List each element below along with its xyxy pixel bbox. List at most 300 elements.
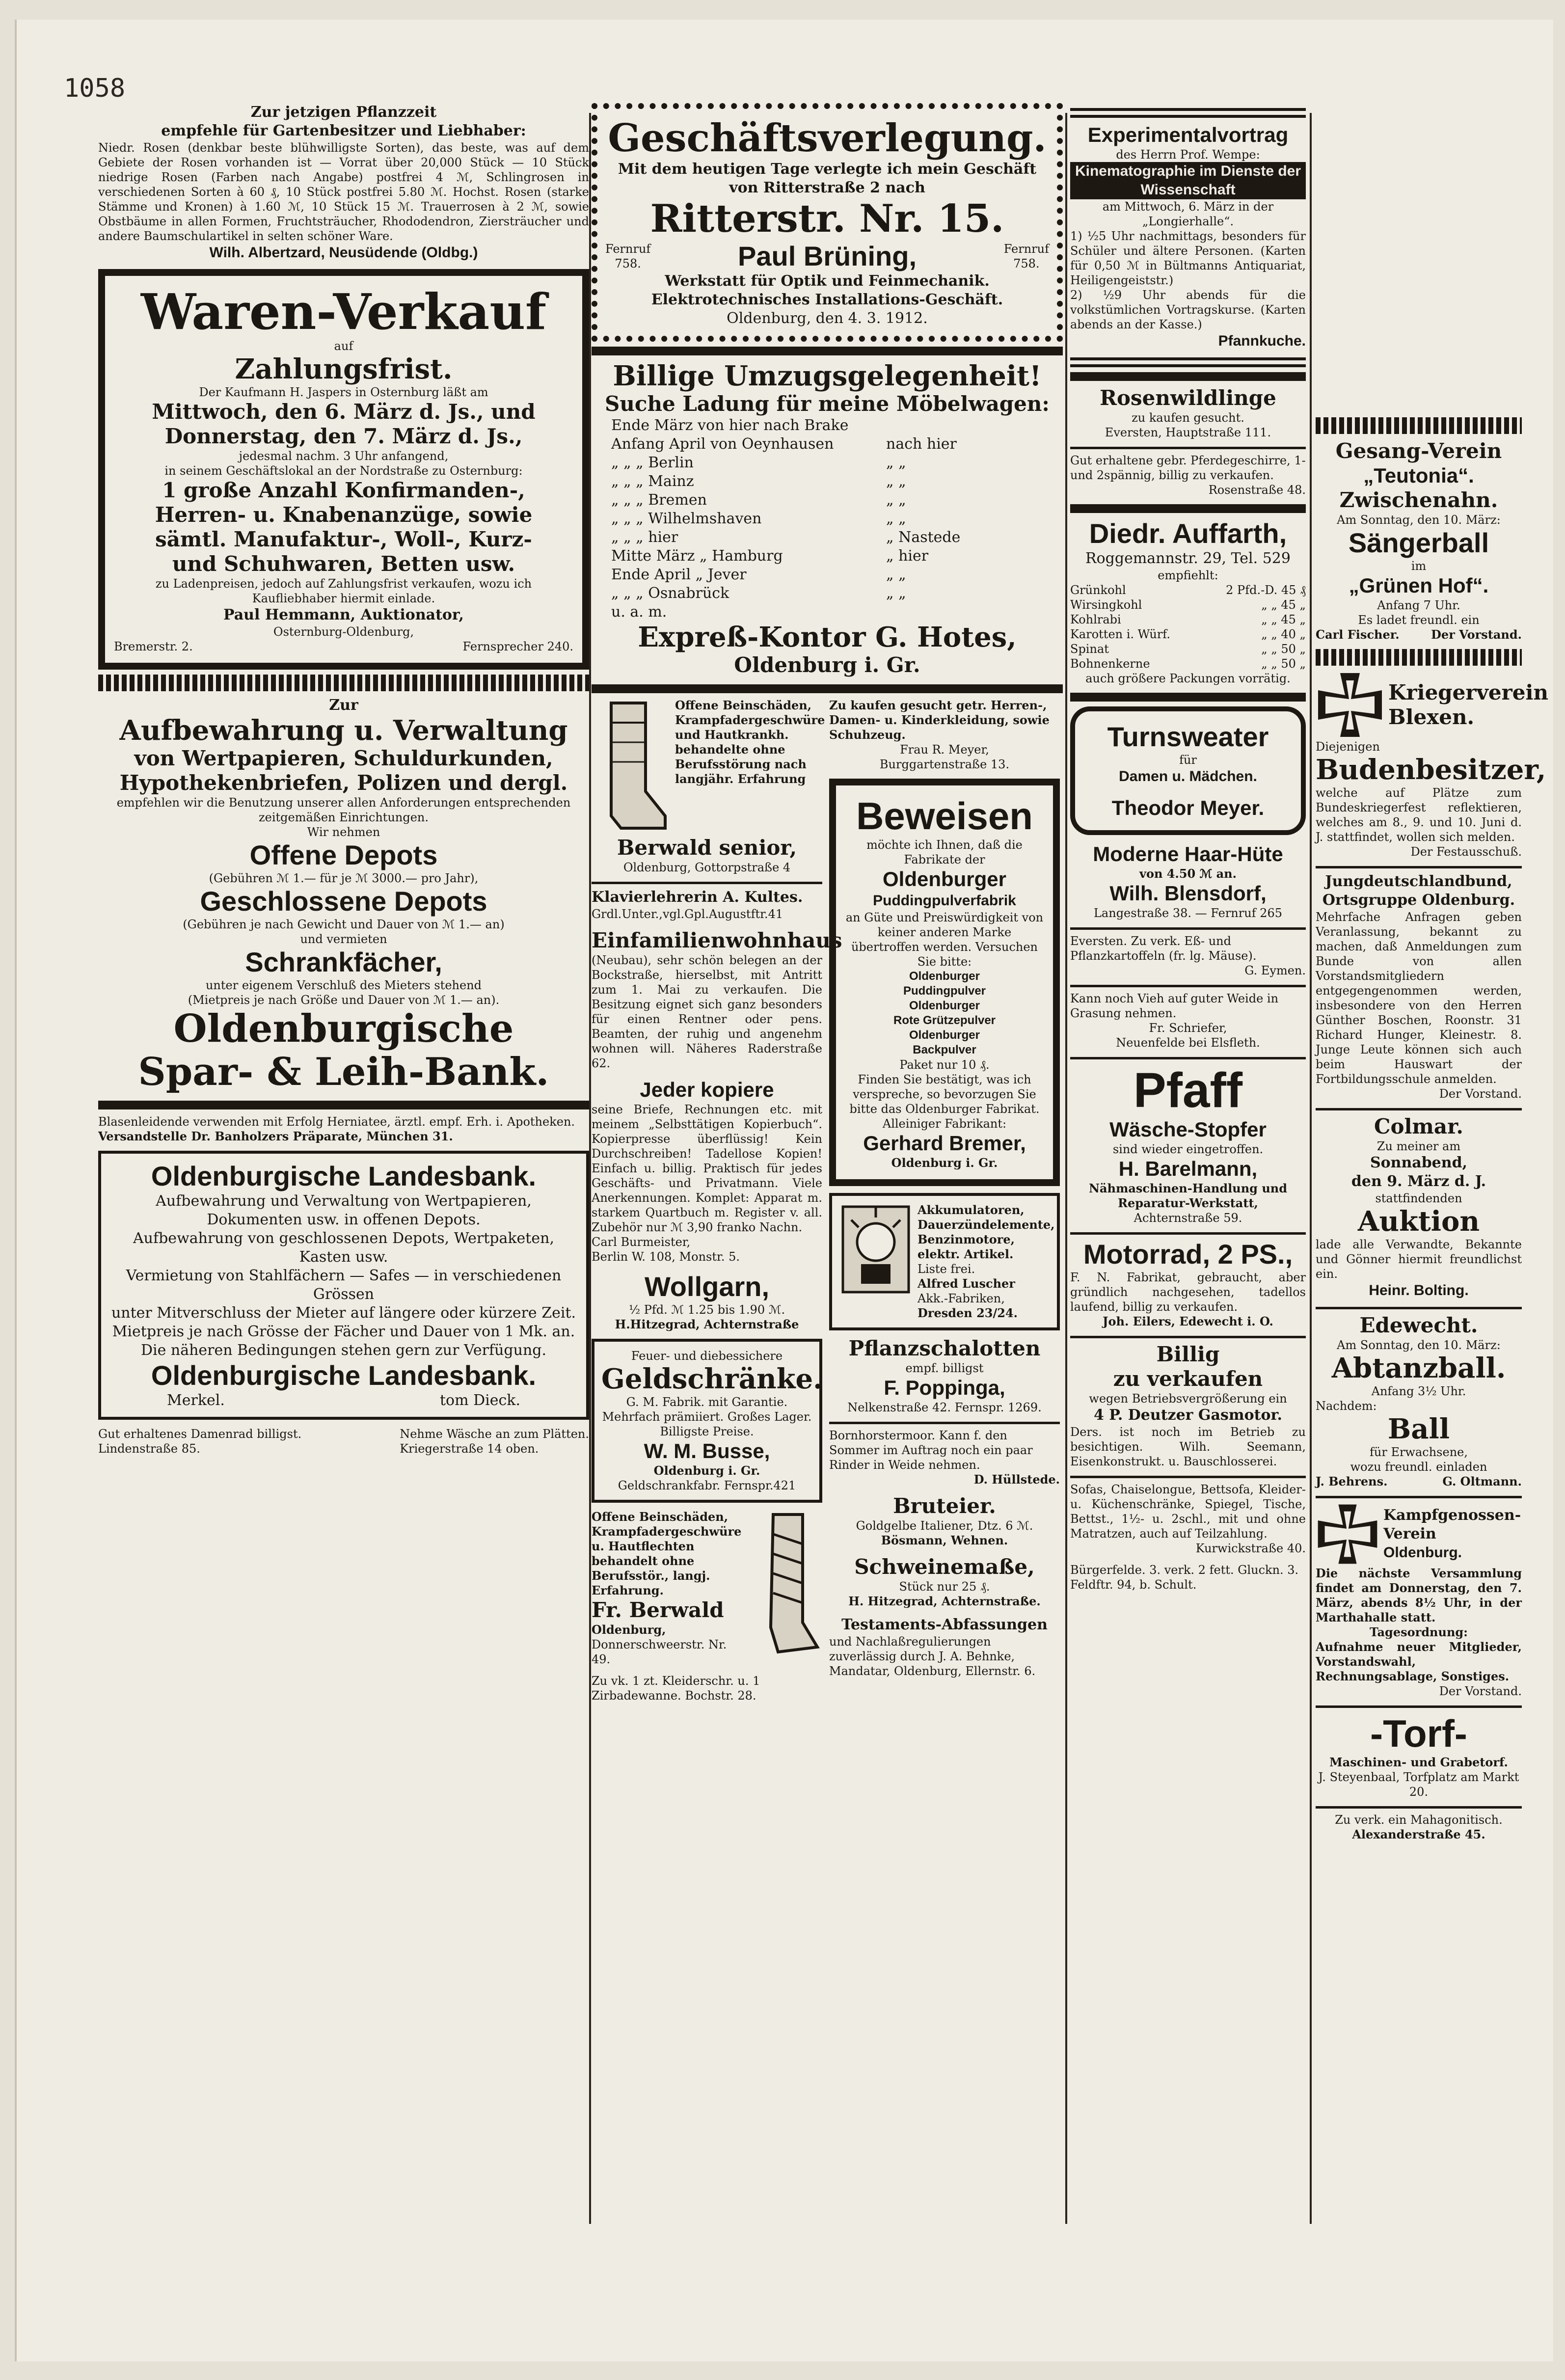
ad-pferdegeschirre (1070, 453, 1306, 497)
ad-signatures (1316, 627, 1522, 642)
ad-footer (114, 639, 573, 654)
ad-address: Bochstr. 28. (685, 1689, 756, 1703)
ad-title: Pfaff (1133, 1063, 1243, 1118)
ad-text: sind wieder eingetroffen. (1112, 1142, 1264, 1156)
ad-torf (1316, 1712, 1522, 1799)
ad-landesbank (98, 1151, 589, 1420)
price-value: 2 Pfd.-D. 45 ₰ (1226, 583, 1306, 597)
lamp-illustration-icon (839, 1203, 913, 1296)
ad-bruteier (829, 1494, 1060, 1548)
ad-signature: Der Vorstand. (1439, 1684, 1522, 1698)
ad-topic: Kinematographie im Dienste der Wissenschaft (1070, 162, 1306, 199)
ad-text: Am Sonntag, den 10. März: (1337, 1338, 1501, 1352)
divider (1316, 1806, 1522, 1809)
ad-text: Aufbewahrung von geschlossenen Depots, Wertpaketen, Kasten usw. (133, 1230, 554, 1266)
route-row (611, 510, 1063, 528)
ad-text: Akk.-Fabriken, (917, 1292, 1005, 1305)
divider (1070, 1476, 1306, 1478)
route-to: „ „ (886, 454, 906, 471)
route-row (611, 566, 1063, 584)
ad-kampfgenossen (1316, 1502, 1522, 1699)
ad-title: von Wertpapieren, Schuldurkunden, (134, 746, 553, 770)
ad-text: 1) ½5 Uhr nachmittags, besonders für Schüler und ältere Personen. (Karten für 0,50 ℳ in Bültmanns Antiquariat, Heiligengeiststr.) (1070, 229, 1306, 287)
ad-title: Akkumulatoren, Dauerzündelemente, Benzinmotore, elektr. Artikel. (917, 1203, 1055, 1261)
divider (1070, 108, 1306, 118)
ad-heading: Budenbesitzer, (1316, 754, 1546, 786)
ad-title: Colmar. (1374, 1114, 1463, 1138)
ad-text: Nachdem: (1316, 1399, 1377, 1413)
ad-signature: G. Eymen. (1244, 964, 1306, 977)
ad-text: Kann noch Vieh auf guter Weide in Grasung nehmen. (1070, 992, 1279, 1020)
ad-title: Testaments-Abfassungen (841, 1616, 1048, 1633)
ad-item: 1 große Anzahl Konfirmanden-, (162, 478, 525, 502)
ad-signature: Bösmann, Wehnen. (881, 1533, 1008, 1547)
price-value: „ „ 40 „ (1261, 627, 1306, 641)
route-from: Anfang April von Oeynhausen (611, 435, 834, 453)
route-from: „ „ „ Wilhelmshaven (611, 510, 762, 527)
route-list (592, 416, 1063, 622)
divider (98, 675, 589, 691)
ad-text: auch größere Packungen vorrätig. (1085, 672, 1291, 685)
ad-text: Zu verk. ein Mahagonitisch. (1335, 1813, 1503, 1827)
ad-text: zu kaufen gesucht. (1132, 411, 1244, 425)
ad-address: Rosenstraße 48. (1208, 483, 1306, 497)
price-item: Spinat (1070, 642, 1109, 656)
price-value: „ „ 45 „ (1261, 598, 1306, 612)
ad-title: Geldschränke. (601, 1363, 823, 1395)
ad-title: Pflanzschalotten (848, 1336, 1041, 1360)
ad-title: Turnsweater (1107, 721, 1269, 752)
route-to: „ hier (886, 547, 929, 565)
ad-subtitle: Suche Ladung für meine Möbelwagen: (605, 392, 1050, 416)
ad-title: Schweinemaße, (854, 1555, 1035, 1579)
route-from: „ „ „ Berlin (611, 454, 694, 471)
ad-mahagoni (1316, 1812, 1522, 1842)
ad-waesche (400, 1427, 589, 1456)
ad-text: Diejenigen (1316, 740, 1380, 754)
route-from: u. a. m. (611, 603, 667, 621)
ad-text: auf (334, 339, 353, 353)
divider (1316, 866, 1522, 868)
ad-signature: Der Festausschuß. (1410, 845, 1522, 859)
ad-text: Es ladet freundl. ein (1358, 613, 1480, 627)
ad-testament (829, 1616, 1060, 1678)
ad-city: Oldenburg i. Gr. (734, 653, 920, 677)
ad-text: Bornhorstermoor. Kann f. den Sommer im Auftrag noch ein paar Rinder in Weide nehmen. (829, 1429, 1033, 1472)
route-to: nach hier (886, 435, 957, 453)
leg-illustration-icon (592, 698, 675, 836)
ad-address: Burggartenstraße 13. (879, 757, 1010, 771)
ad-signature: Carl Burmeister, (592, 1235, 691, 1249)
ad-einfamilienhaus (592, 928, 842, 1071)
ad-garden (98, 103, 589, 262)
price-value: „ „ 50 „ (1261, 642, 1306, 656)
ad-gasmotor (1070, 1342, 1306, 1469)
divider (592, 347, 1063, 355)
ad-text: lade alle Verwandte, Bekannte und Gönner hiermit freundlichst ein. (1316, 1238, 1522, 1281)
ad-rosenwildlinge (1070, 386, 1306, 440)
ad-name: F. Poppinga, (884, 1376, 1005, 1399)
ad-text: Mietpreis je nach Grösse der Fächer und Dauer von 1 Mk. an. (112, 1323, 575, 1340)
ad-signatures (1316, 1474, 1522, 1489)
ad-signature: Der Vorstand. (1431, 627, 1522, 642)
ad-text: 2) ½9 Uhr abends für die volkstümlichen Vortragskurse. (Karten abends an der Kasse.) (1070, 288, 1306, 331)
ad-city: Oldenburg i. Gr. (891, 1156, 998, 1170)
route-to: „ „ (886, 473, 906, 490)
ad-text: (Neubau), sehr schön belegen an der Bockstraße, hierselbst, mit Antritt zum 1. Mai zu verkaufen. Die Besitzung eignet sich ganz besonders für einen Rentner oder pens. Beamten, der ruhig und angenehm wohnen will. Näheres Raderstraße 62. (592, 953, 822, 1070)
ad-text: empf. billigst (905, 1361, 984, 1375)
ad-subtitle: Damen u. Mädchen. (1119, 768, 1257, 784)
ad-text: empfehlen wir die Benutzung unserer allen Anforderungen entsprechenden zeitgemäßen Einrichtungen. (116, 796, 571, 824)
ad-text: F. N. Fabrikat, gebraucht, aber gründlich nachgesehen, tadellos laufend, billig zu verkaufen. (1070, 1271, 1306, 1314)
ad-date: Mittwoch, den 6. März d. Js., und (152, 400, 536, 424)
route-from: Ende April „ Jever (611, 566, 747, 583)
ad-text: Die näheren Bedingungen stehen gern zur Verfügung. (140, 1342, 547, 1359)
ad-motorrad (1070, 1239, 1306, 1329)
route-row (611, 416, 1063, 435)
ad-schweinemasse (829, 1555, 1060, 1609)
route-row (611, 454, 1063, 472)
ad-text: Aufbewahrung und Verwaltung von Wertpapieren, Dokumenten usw. in offenen Depots. (156, 1192, 532, 1228)
ad-name: Fr. Berwald (592, 1598, 724, 1622)
ad-signature: J. Steyenbaal, Torfplatz am Markt 20. (1318, 1770, 1519, 1799)
ad-title: Aufbewahrung u. Verwaltung (119, 714, 568, 747)
ad-text: Grdl.Unter.,vgl.Gpl.Augustftr.41 (592, 907, 783, 921)
ad-address: Langestraße 38. — Fernruf 265 (1093, 906, 1283, 920)
ad-damenrad (98, 1427, 301, 1456)
ad-signature: Fr. Schriefer, (1149, 1021, 1227, 1035)
ad-product: Puddingpulver (903, 984, 986, 998)
route-from: Ende März von hier nach Brake (611, 417, 849, 434)
ad-address: Roggemannstr. 29, Tel. 529 (1085, 550, 1291, 567)
ad-subtitle: Wäsche-Stopfer (1109, 1118, 1267, 1141)
ad-text: Elektrotechnisches Installations-Geschäft. (651, 291, 1003, 308)
ad-text: jedesmal nachm. 3 Uhr anfangend, (239, 449, 449, 463)
ad-address: Donnerschweerstr. Nr. 49. (592, 1638, 727, 1666)
ad-text: an Güte und Preiswürdigkeit von keiner anderen Marke übertroffen werden. Versuchen Sie bitte: (845, 911, 1044, 969)
ad-geldschraenke (592, 1339, 822, 1503)
divider (1316, 1307, 1522, 1309)
ad-city: Oldenburg, (592, 1623, 666, 1637)
ad-title: Zur jetzigen Pflanzzeit (250, 104, 437, 121)
ad-body (592, 698, 825, 836)
ad-umzug (592, 360, 1063, 677)
divider (1070, 447, 1306, 449)
ad-title: Einfamilienwohnhaus (592, 928, 842, 952)
ad-title: Jungdeutschlandbund, (1325, 873, 1512, 890)
price-list (1070, 583, 1306, 671)
ad-text: Aufnahme neuer Mitglieder, Vorstandswahl, Rechnungsablage, Sonstiges. (1316, 1640, 1522, 1683)
divider (1316, 1108, 1522, 1110)
ad-date: den 9. März d. J. (1351, 1173, 1486, 1190)
ad-name: Berwald senior, (617, 836, 797, 860)
ad-body: Niedr. Rosen (denkbar beste blühwilligste Sorten), das beste, was auf dem Gebiete der Rosen vorhanden ist — Vorrat über 20,000 Stück — 10 Stück niedrige Rosen (Farben nach Angabe) postfrei 4 ℳ, Schlingrosen in verschiedenen Sorten à 60 ₰, 10 Stück postfrei 5.80 ℳ. Hochst. Rosen (starke Stämme und Kronen) à 1.60 ℳ, 10 Stück 15 ℳ. Trauerrosen à 2 ℳ, sowie Obstbäume in allen Formen, Fruchtsträucher, Rhododendron, Ziersträucher und andere Baumschulartikel in selten schöner Ware. (98, 141, 589, 243)
route-row (611, 435, 1063, 454)
ad-event: Sängerball (1348, 527, 1489, 558)
ad-subtitle: Ortsgruppe Oldenburg. (1322, 892, 1515, 909)
ad-signature: tom Dieck. (439, 1392, 520, 1409)
ad-kopiere (592, 1078, 822, 1264)
price-item: Bohnenkerne (1070, 657, 1150, 671)
ad-signature: Carl Fischer. (1316, 627, 1400, 642)
ad-name: Gerhard Bremer, (863, 1132, 1026, 1155)
ad-address: Berlin W. 108, Monstr. 5. (592, 1250, 740, 1264)
route-from: „ „ „ Osnabrück (611, 585, 729, 602)
ad-text: Vermietung von Stahlfächern — Safes — in verschiedenen Grössen (126, 1267, 562, 1303)
ad-text: Gut erhaltenes Damenrad billigst. (98, 1427, 302, 1441)
ad-text: Mit dem heutigen Tage verlegte ich mein Geschäft von Ritterstraße 2 nach (618, 161, 1037, 196)
ad-auffarth (1070, 518, 1306, 686)
bandaged-leg-icon (749, 1510, 822, 1657)
ad-signature: Merkel. (167, 1392, 225, 1409)
ad-title: Geschäftsverlegung. (608, 116, 1047, 161)
ad-phone: Fernsprecher 240. (462, 640, 573, 653)
ad-name: Paul Brüning, (738, 241, 917, 271)
ad-text: zu Ladenpreisen, jedoch auf Zahlungsfrist verkaufen, wozu ich Kaufliebhaber hiermit einlade. (155, 577, 532, 605)
ad-text: Zur (329, 697, 358, 714)
ad-title: Diedr. Auffarth, (1089, 518, 1287, 549)
ad-product: Oldenburger (909, 970, 980, 983)
ad-wollgarn (592, 1271, 822, 1332)
iron-cross-icon (1316, 1502, 1379, 1566)
ad-berwald (592, 698, 825, 875)
divider (592, 684, 1063, 693)
ad-aufbewahrung (98, 696, 589, 1094)
ad-name: H. Barelmann, (1118, 1157, 1258, 1180)
ad-experimentalvortrag (1070, 123, 1306, 351)
price-item: Kohlrabi (1070, 613, 1121, 626)
divider (592, 882, 822, 884)
ad-text: Goldgelbe Italiener, Dtz. 6 ℳ. (856, 1519, 1033, 1533)
ad-address: Geldschrankfabr. Fernspr.421 (618, 1479, 796, 1492)
ad-text: Gut erhaltene gebr. Pferdegeschirre, 1- und 2spännig, billig zu verkaufen. (1070, 454, 1306, 482)
column-4 (1316, 103, 1548, 2263)
ad-title: -Torf- (1370, 1712, 1467, 1755)
ad-text: Der Kaufmann H. Jaspers in Osternburg läßt am (199, 385, 488, 399)
ad-signature: H. Hitzegrad, Achternstraße. (848, 1594, 1041, 1608)
ad-pfaff (1070, 1063, 1306, 1225)
ad-title: Kampfgenossen-Verein (1383, 1507, 1521, 1542)
ad-event: Abtanzball. (1331, 1352, 1506, 1384)
ad-text: Wir nehmen (307, 825, 380, 839)
ad-title: zu verkaufen (1113, 1367, 1263, 1391)
ad-bottom: Bürgerfelde. 3. verk. 2 fett. Gluckn. 3. Feldftr. 94, b. Schult. (1070, 1563, 1299, 1592)
ad-firm: Oldenburger (882, 867, 1007, 891)
ad-name: Alfred Luscher (917, 1276, 1015, 1291)
ad-signature: Heinr. Bolting. (1369, 1282, 1469, 1298)
ad-price: von 4.50 ℳ an. (1139, 866, 1237, 881)
ad-city: Oldenburg. (1383, 1544, 1462, 1561)
divider (1316, 417, 1522, 434)
ad-phone (605, 242, 650, 271)
ad-heading: Schrankfächer, (245, 947, 442, 977)
ad-haar-huete (1070, 842, 1306, 920)
ad-item: 4 P. Deutzer Gasmotor. (1093, 1406, 1282, 1424)
ad-heading (1383, 1506, 1522, 1562)
ad-text: welche auf Plätze zum Bundeskriegerfest reflektieren, welches am 8., 9. und 10. Juni d. J. stattfindet, wollen sich melden. (1316, 786, 1522, 844)
ad-address: Neuenfelde bei Elsfleth. (1116, 1036, 1260, 1050)
divider (829, 1422, 1060, 1424)
ad-name: Wilh. Blensdorf, (1109, 882, 1267, 905)
ad-title: Jeder kopiere (640, 1078, 774, 1101)
ad-text: möchte ich Ihnen, daß die Fabrikate der (866, 838, 1023, 866)
ad-signature: Frau R. Meyer, (900, 743, 989, 757)
ad-title: Waren-Verkauf (140, 283, 547, 341)
ad-phone (1004, 242, 1049, 271)
ad-address: Alexanderstraße 45. (1352, 1827, 1485, 1841)
ad-subtitle: Zahlungsfrist. (235, 353, 453, 385)
ad-product: Oldenburger (909, 1028, 980, 1042)
ad-text: in seinem Geschäftslokal an der Nordstraße zu Osternburg: (164, 464, 523, 478)
route-from: Mitte März „ Hamburg (611, 547, 783, 565)
ad-product: Rote Grützepulver (893, 1014, 996, 1027)
divider (1316, 649, 1522, 666)
divider (1316, 1705, 1522, 1708)
ad-title: Bruteier. (893, 1494, 996, 1518)
ad-event: Ball (1387, 1413, 1450, 1445)
price-row (1070, 583, 1306, 597)
route-to: „ „ (886, 510, 906, 527)
price-row (1070, 597, 1306, 612)
ad-address: Kriegerstraße 14 oben. (400, 1442, 539, 1456)
ad-title: Beweisen (856, 794, 1033, 838)
divider (1070, 372, 1306, 381)
ad-heading: Auktion (1357, 1205, 1480, 1238)
ad-text: wozu freundl. einladen (1350, 1460, 1487, 1474)
ad-turnsweater (1070, 706, 1306, 835)
ad-text: Eversten. Zu verk. Eß- und Pflanzkartoffeln (fr. lg. Mäuse). (1070, 934, 1257, 963)
ad-title: Gesang-Verein (1335, 439, 1502, 463)
route-to: „ „ (886, 491, 906, 509)
ad-product: Oldenburger (909, 999, 980, 1012)
price-value: „ „ 50 „ (1261, 657, 1306, 671)
ad-text: für (1179, 753, 1197, 767)
ad-jungdeutschland (1316, 872, 1522, 1101)
divider (1070, 1232, 1306, 1235)
column-right (829, 698, 1060, 1703)
ad-text: Finden Sie bestätigt, was ich verspreche, so bevorzugen Sie bitte das Oldenburger Fabrikat. (849, 1073, 1040, 1116)
ad-heading: Offene Depots (249, 839, 438, 870)
ad-text: Anfang 7 Uhr. (1377, 598, 1460, 612)
route-row (611, 584, 1063, 603)
ad-text: seine Briefe, Rechnungen etc. mit meinem „Selbsttätigen Kopierbuch“. Kopierpresse überflüssig! Kein Durchschreiben! Tadellose Kopien! Einfach u. billig. Praktisch für jedes Geschäfts- und Privatmann. Viele Anerkennungen. Komplet: Apparat m. starkem Quartbuch m. Register v. all. Zubehör nur ℳ 3,90 franko Nachn. (592, 1103, 822, 1234)
ad-city: Oldenburg i. Gr. (653, 1463, 760, 1478)
route-to: „ Nastede (886, 529, 961, 546)
ad-text: G. M. Fabrik. mit Garantie. Mehrfach prämiiert. Großes Lager. Billigste Preise. (602, 1395, 812, 1438)
price-row (1070, 627, 1306, 642)
price-value: „ „ 45 „ (1261, 613, 1306, 626)
ad-address: Achternstraße 59. (1133, 1211, 1242, 1225)
ad-text: (Mietpreis je nach Größe und Dauer von ℳ 1.— an). (188, 993, 500, 1007)
ad-text: am Mittwoch, 6. März in der „Longierhalle“. (1102, 200, 1274, 228)
ad-weide (1070, 991, 1306, 1050)
ad-text: Alleiniger Fabrikant: (882, 1117, 1007, 1131)
ad-footer (108, 1391, 579, 1410)
ad-signature: Pfannkuche. (1218, 333, 1306, 349)
ad-kartoffeln (1070, 934, 1306, 978)
ad-text: Ders. ist noch im Betrieb zu besichtigen. Wilh. Seemann, Eisenkonstrukt. u. Bauschlosserei. (1070, 1425, 1306, 1468)
ad-title: Motorrad, 2 PS., (1083, 1239, 1293, 1270)
ad-text: (Gebühren ℳ 1.— für je ℳ 3000.— pro Jahr), (209, 871, 479, 885)
ad-product: Backpulver (913, 1043, 976, 1056)
divider (1070, 1336, 1306, 1338)
ad-text: unter eigenem Verschluß des Mieters stehend (205, 978, 482, 992)
ad-klavier (592, 888, 822, 921)
ad-signature: H.Hitzegrad, Achternstraße (615, 1317, 799, 1331)
price-row (1070, 656, 1306, 671)
ad-text: Werkstatt für Optik und Feinmechanik. (665, 272, 990, 290)
ad-waren-verkauf (98, 269, 589, 670)
ad-city: Dresden 23/24. (917, 1306, 1018, 1320)
column-2 (592, 103, 1063, 2263)
price-item: Wirsingkohl (1070, 598, 1142, 612)
ad-address: Oldenburg, Gottorpstraße 4 (623, 861, 791, 874)
ad-text: Sofas, Chaiselongue, Bettsofa, Kleider- u. Küchenschränke, Spiegel, Tische, Bettst., 1½- u. 2schl., mit und ohne Matratzen, auch auf Teilzahlung. (1070, 1483, 1306, 1541)
divider (1070, 357, 1306, 367)
ad-text: (Gebühren je nach Gewicht und Dauer von ℳ 1.— an) (183, 918, 505, 931)
ad-item: Herren- u. Knabenanzüge, sowie (155, 503, 533, 527)
route-to: „ „ (886, 585, 906, 602)
ad-text: Tagesordnung: (1369, 1625, 1468, 1639)
ad-bottom-row (98, 1427, 589, 1456)
ad-date: Am Sonntag, den 10. März: (1337, 513, 1501, 527)
ad-signature: G. Oltmann. (1442, 1474, 1522, 1488)
column-rule (1310, 113, 1312, 2224)
ad-text: Die nächste Versammlung findet am Donnerstag, den 7. März, abends 8½ Uhr, in der Marthahalle statt. (1316, 1566, 1522, 1624)
ad-text: Anfang 3½ Uhr. (1371, 1384, 1466, 1398)
ad-address: Lindenstraße 85. (98, 1442, 200, 1456)
row-berwald-beweisen (592, 698, 1063, 1703)
ad-text: Zu meiner am (1376, 1139, 1461, 1153)
ad-body (592, 1510, 749, 1667)
page-number: 1058 (64, 74, 126, 103)
ad-text: Liste frei. (917, 1262, 975, 1276)
ad-geschaeftsverlegung (592, 103, 1063, 342)
ad-title: Wollgarn, (644, 1271, 770, 1302)
ad-text: Feuer- und diebessichere (631, 1349, 783, 1363)
ad-text: für Erwachsene, (1370, 1445, 1468, 1459)
ad-colmar (1316, 1114, 1522, 1300)
ad-text: Offene Beinschäden, Krampfadergeschwüre und Hautkrankh. behandelte ohne Berufsstörung nach langjähr. Erfahrung (675, 698, 825, 786)
ad-text: Blasenleidende verwenden mit Erfolg Herniatee, ärztl. empf. Erh. i. Apotheken. (98, 1115, 575, 1129)
ad-name: „Teutonia“. (1363, 464, 1474, 487)
route-row (611, 491, 1063, 510)
ad-price: Paket nur 10 ₰. (899, 1058, 990, 1072)
divider (1070, 985, 1306, 987)
ad-text: Nehme Wäsche an zum Plätten. (400, 1427, 589, 1441)
ad-date: Sonnabend, (1370, 1154, 1468, 1171)
ad-firm: Puddingpulverfabrik (873, 892, 1016, 909)
ad-name: Theodor Meyer. (1111, 796, 1265, 819)
route-row (611, 528, 1063, 547)
ad-signature: Wilh. Albertzard, Neusüdende (Oldbg.) (209, 244, 478, 261)
iron-cross-icon (1316, 671, 1384, 739)
ad-bank: Oldenburgische (173, 1006, 514, 1051)
ad-text: Stück nur 25 ₰. (899, 1580, 990, 1594)
ad-header (1316, 671, 1548, 739)
ad-akkumulatoren (829, 1193, 1060, 1330)
ad-signature: D. Hüllstede. (973, 1472, 1060, 1487)
ad-subtitle: empfehle für Gartenbesitzer und Liebhaber: (161, 122, 526, 139)
ad-text: unter Mitverschluss der Mieter auf längere oder kürzere Zeit. (111, 1304, 576, 1322)
ad-title: Billige Umzugsgelegenheit! (613, 360, 1042, 392)
ad-address: Nelkenstraße 42. Fernspr. 1269. (847, 1401, 1042, 1414)
ad-heading: Geschlossene Depots (200, 886, 487, 917)
ad-place: Zwischenahn. (1339, 488, 1498, 512)
route-row (611, 603, 1063, 622)
route-row (611, 472, 1063, 491)
ad-number: 758. (1013, 257, 1040, 270)
